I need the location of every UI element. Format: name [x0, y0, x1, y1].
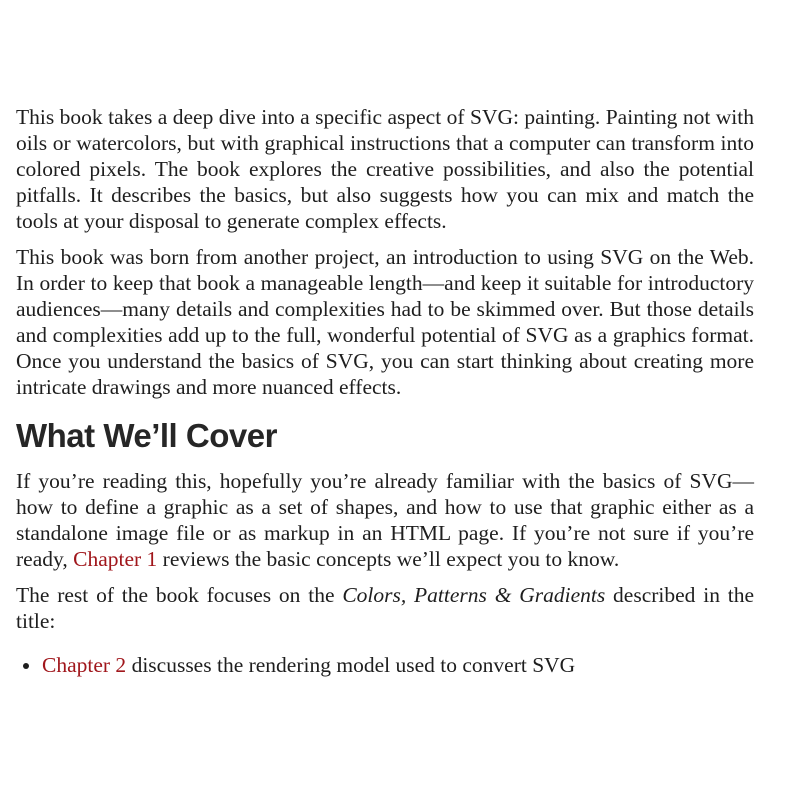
section-paragraph-1 — [16, 468, 754, 572]
paragraph-text: reviews the basic concepts we’ll expect you to know. — [157, 547, 620, 571]
list-item — [42, 652, 754, 678]
chapter-2-link[interactable]: Chapter 2 — [42, 653, 127, 677]
intro-paragraph-1: This book takes a deep dive into a specific aspect of SVG: painting. Painting not with oils or watercolors, but with graphical instructions that a computer can transform into colored pixels. The book explores the creative possibilities, and also the potential pitfalls. It describes the basics, but also suggests how you can mix and match the tools at your disposal to generate complex effects. — [16, 105, 754, 233]
chapter-list — [16, 652, 754, 678]
book-title-emphasis: Colors, Patterns & Gradients — [342, 583, 606, 607]
paragraph-text: If you’re reading this, hopefully you’re already familiar with the basics of SVG—how to define a graphic as a set of shapes, and how to use that graphic either as a standalone image file or as markup in an HTML page. If you’re not sure if you’re ready, — [16, 469, 754, 571]
section-heading: What We’ll Cover — [16, 417, 277, 454]
chapter-1-link[interactable]: Chapter 1 — [73, 547, 158, 571]
intro-paragraph-2: This book was born from another project, an introduction to using SVG on the Web. In order to keep that book a manageable length—and keep it suitable for introductory audiences—many details and complexities had to be skimmed over. But those details and complexities add up to the full, wonderful potential of SVG as a graphics format. Once you understand the basics of SVG, you can start thinking about creating more intricate drawings and more nuanced effects. — [16, 245, 754, 399]
list-item-text: discusses the rendering model used to convert SVG — [126, 653, 576, 677]
paragraph-text: described in the title: — [16, 583, 755, 633]
section-paragraph-2 — [16, 582, 754, 634]
document-page — [16, 104, 754, 678]
paragraph-text: The rest of the book focuses on the — [16, 583, 343, 607]
